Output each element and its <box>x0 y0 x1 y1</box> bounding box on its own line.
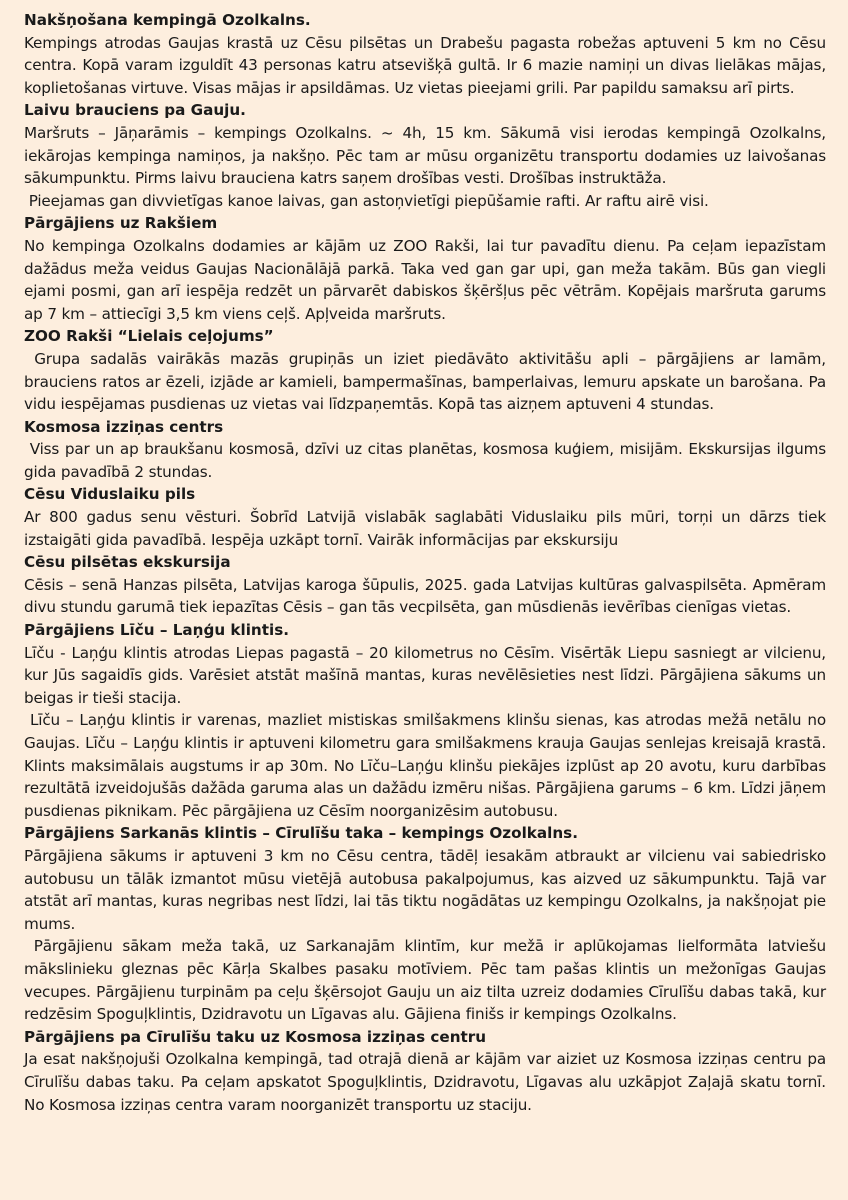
section-cesis-castle <box>24 483 826 551</box>
section-paragraph: Cēsis – senā Hanzas pilsēta, Latvijas karoga šūpulis, 2025. gada Latvijas kultūras galvaspilsēta. Apmēram divu stundu garumā tiek iepazītas Cēsis – gan tās vecpilsēta, gan mūsdienās ievērības cienīgas vietas. <box>24 575 826 617</box>
section-paragraph: Pārgājiena sākums ir aptuveni 3 km no Cēsu centra, tādēļ iesakām atbraukt ar vilcienu vai sabiedrisko autobusu un tālāk izmantot mūsu vietējā autobusa pakalpojumus, kas aizved uz sākumpunktu. Tajā var atstāt arī mantas, kuras negribas nest līdzi, lai tās tiktu nogādātas uz kempingu Ozolkalns, ja nakšņojat pie mums. <box>24 846 826 933</box>
section-heading: Kosmosa izziņas centrs <box>24 417 224 436</box>
section-paragraph: Pieejamas gan divvietīgas kanoe laivas, gan astoņvietīgi piepūšamie rafti. Ar raftu airē visi. <box>24 191 709 210</box>
section-heading: Pārgājiens pa Cīrulīšu taku uz Kosmosa izziņas centru <box>24 1027 487 1046</box>
section-camping <box>24 9 826 99</box>
section-paragraph: Pārgājienu sākam meža takā, uz Sarkanajām klintīm, kur mežā ir aplūkojamas lielformāta latviešu mākslinieku gleznas pēc Kārļa Skalbes pasaku motīviem. Pēc tam pašas klintis un mežonīgas Gaujas vecupes. Pārgājienu turpinām pa ceļu šķērsojot Gauju un aiz tilta uzreiz dodamies Cīrulīšu dabas takā, kur redzēsim Spoguļklintis, Dzidravotu un Līgavas alu. Gājiena finišs ir kempings Ozolkalns. <box>24 937 831 1024</box>
section-heading: Cēsu Viduslaiku pils <box>24 485 196 504</box>
section-heading: Pārgājiens Sarkanās klintis – Cīrulīšu taka – kempings Ozolkalns. <box>24 824 578 843</box>
section-hike-raksi <box>24 212 826 325</box>
section-red-cliffs-hike <box>24 822 831 1025</box>
section-cosmos-centre <box>24 416 831 484</box>
section-heading: Cēsu pilsētas ekskursija <box>24 553 231 572</box>
section-heading: Laivu brauciens pa Gauju. <box>24 101 246 120</box>
section-heading: Pārgājiens uz Rakšiem <box>24 214 218 233</box>
section-paragraph: Kempings atrodas Gaujas krastā uz Cēsu pilsētas un Drabešu pagasta robežas aptuveni 5 km no Cēsu centra. Kopā varam izguldīt 43 personas katru atsevišķā gultā. Ir 6 mazie namiņi un divas lielākas mājas, koplietošanas virtuve. Visas mājas ir apsildāmas. Uz vietas pieejami grili. Par papildu samaksu arī pirts. <box>24 33 826 97</box>
section-cirulisu-trail <box>24 1026 826 1116</box>
section-paragraph: Līču - Laņģu klintis atrodas Liepas pagastā – 20 kilometrus no Cēsīm. Visērtāk Liepu sasniegt ar vilcienu, kur Jūs sagaidīs gids. Varēsiet atstāt mašīnā mantas, kuras nevēlēsieties nest līdzi. Pārgājiena sākums un beigas ir tieši stacija. <box>24 643 826 707</box>
section-paragraph: Ja esat nakšņojuši Ozolkalna kempingā, tad otrajā dienā ar kājām var aiziet uz Kosmosa izziņas centru pa Cīrulīšu dabas taku. Pa ceļam apskatot Spoguļklintis, Dzidravotu, Līgavas alu uzkāpjot Zaļajā skatu tornī. No Kosmosa izziņas centra varam noorganizēt transportu uz staciju. <box>24 1050 826 1114</box>
section-heading: Nakšņošana kempingā Ozolkalns. <box>24 11 311 29</box>
section-zoo-raksi <box>24 325 831 415</box>
section-heading: ZOO Rakši “Lielais ceļojums” <box>24 327 274 346</box>
section-paragraph: Maršruts – Jāņarāmis – kempings Ozolkalns. ~ 4h, 15 km. Sākumā visi ierodas kempingā Ozolkalns, iekārojas kempinga namiņos, ja nakšņo. Pēc tam ar mūsu organizētu transportu dodamies uz laivošanas sākumpunktu. Pirms laivu brauciena katrs saņem drošības vesti. Drošības instruktāža. <box>24 123 826 188</box>
section-heading: Pārgājiens Līču – Laņģu klintis. <box>24 621 290 640</box>
section-boat-trip <box>24 99 826 212</box>
section-paragraph: Grupa sadalās vairākās mazās grupiņās un iziet piedāvāto aktivitāšu apli – pārgājiens ar lamām, brauciens ratos ar ēzeli, izjāde ar kamieli, bampermašīnas, bamperlaivas, lemuru apskate un barošana. Pa vidu iespējamas pusdienas uz vietas vai līdzpaņemtās. Kopā tas aizņem aptuveni 4 stundas. <box>24 349 831 414</box>
section-cesis-tour <box>24 551 826 619</box>
section-paragraph: Viss par un ap braukšanu kosmosā, dzīvi uz citas planētas, kosmosa kuģiem, misijām. Ekskursijas ilgums gida pavadībā 2 stundas. <box>24 440 831 481</box>
section-paragraph: Ar 800 gadus senu vēsturi. Šobrīd Latvijā vislabāk saglabāti Viduslaiku pils mūri, torņi un dārzs tiek izstaigāti gida pavadībā. Iespēja uzkāpt tornī. Vairāk informācijas par ekskursiju <box>24 508 826 549</box>
section-paragraph: Līču – Laņģu klintis ir varenas, mazliet mistiskas smilšakmens klinšu sienas, kas atrodas mežā netālu no Gaujas. Līču – Laņģu klintis ir aptuveni kilometru gara smilšakmens krauja Gaujas senlejas kreisajā krastā. Klints maksimālais augstums ir ap 30m. No Līču–Laņģu klinšu piekājes izplūst ap 20 avotu, kuru darbības rezultātā izveidojušās dažāda garuma alas un dažādu izmēru nišas. Pārgājiena garums – 6 km. Līdzi jāņem pusdienas piknikam. Pēc pārgājiena uz Cēsīm noorganizēsim autobusu. <box>24 711 831 820</box>
section-licu-langu-cliffs <box>24 619 831 822</box>
section-paragraph: No kempinga Ozolkalns dodamies ar kājām uz ZOO Rakši, lai tur pavadītu dienu. Pa ceļam iepazīstam dažādus meža veidus Gaujas Nacionālājā parkā. Taka ved gan gar upi, gan meža takām. Būs gan viegli ejami posmi, gan arī iespēja redzēt un pārvarēt dabiskos šķēršļus pēc vētrām. Kopējais maršruta garums ap 7 km – attiecīgi 3,5 km viens ceļš. Apļveida maršruts. <box>24 236 826 323</box>
